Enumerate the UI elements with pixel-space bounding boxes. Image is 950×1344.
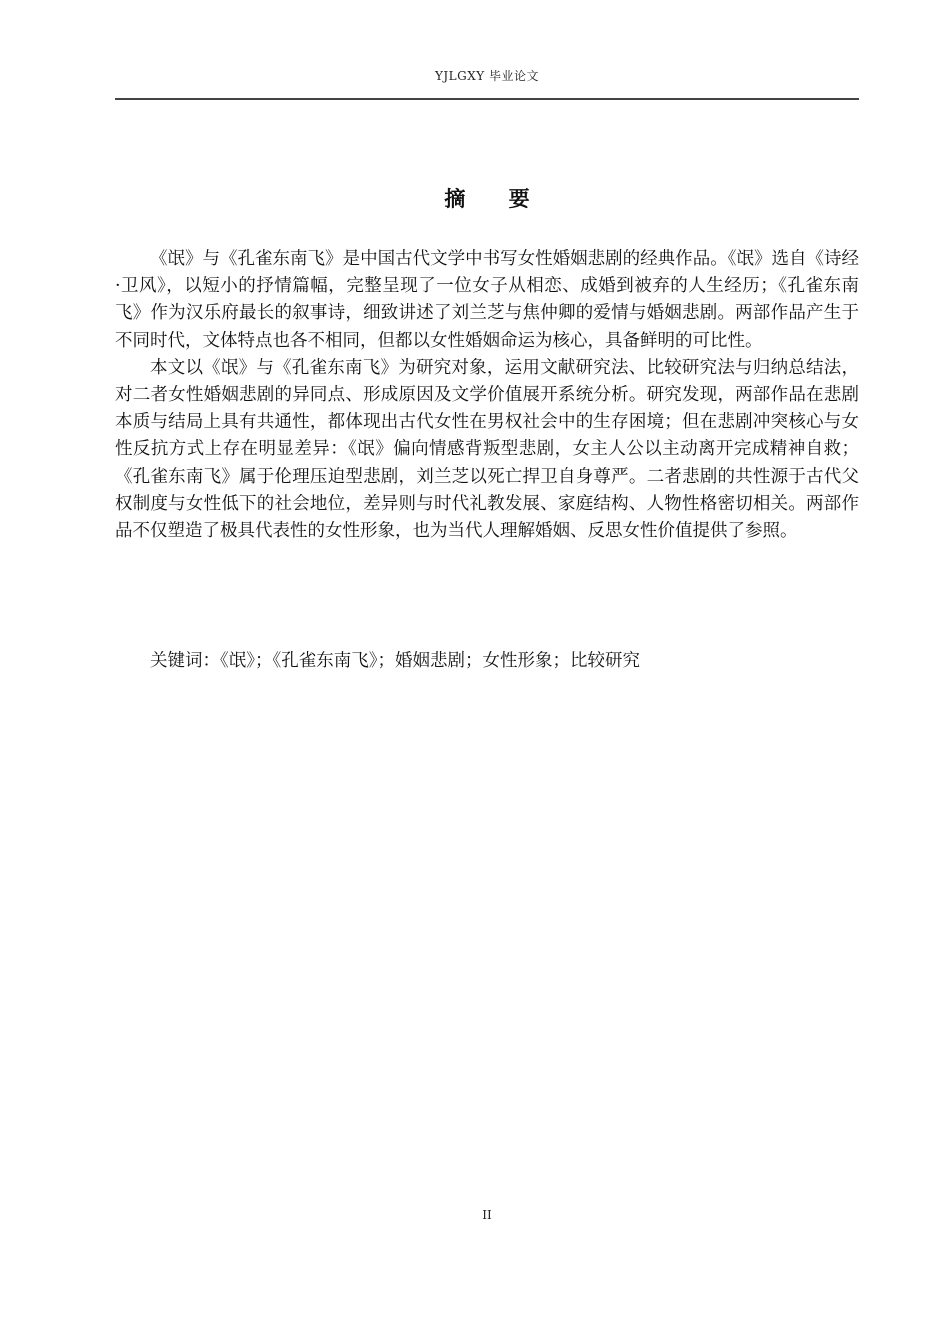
running-header: YJLGXY 毕业论文 [434,69,540,83]
abstract-paragraph-2: 本文以《氓》与《孔雀东南飞》为研究对象，运用文献研究法、比较研究法与归纳总结法，对二者女性婚姻悲剧的异同点、形成原因及文学价值展开系统分析。研究发现，两部作品在悲剧本质与结局上具有共通性，都体现出古代女性在男权社会中的生存困境；但在悲剧冲突核心与女性反抗方式上存在明显差异：《氓》偏向情感背叛型悲剧，女主人公以主动离开完成精神自救；《孔雀东南飞》属于伦理压迫型悲剧，刘兰芝以死亡捍卫自身尊严。二者悲剧的共性源于古代父权制度与女性低下的社会地位，差异则与时代礼教发展、家庭结构、人物性格密切相关。两部作品不仅塑造了极具代表性的女性形象，也为当代人理解婚姻、反思女性价值提供了参照。 [115,357,859,542]
abstract-paragraph-1: 《氓》与《孔雀东南飞》是中国古代文学中书写女性婚姻悲剧的经典作品。《氓》选自《诗经·卫风》，以短小的抒情篇幅，完整呈现了一位女子从相恋、成婚到被弃的人生经历；《孔雀东南飞》作为汉乐府最长的叙事诗，细致讲述了刘兰芝与焦仲卿的爱情与婚姻悲剧。两部作品产生于不同时代，文体特点也各不相同，但都以女性婚姻命运为核心，具备鲜明的可比性。 [115,249,859,351]
keywords-line: 关键词：《氓》；《孔雀东南飞》；婚姻悲剧；女性形象；比较研究 [150,651,640,671]
abstract-title: 摘 要 [444,186,548,211]
header-rule [115,98,859,100]
abstract-body [115,246,859,545]
page-number: II [482,1208,492,1222]
